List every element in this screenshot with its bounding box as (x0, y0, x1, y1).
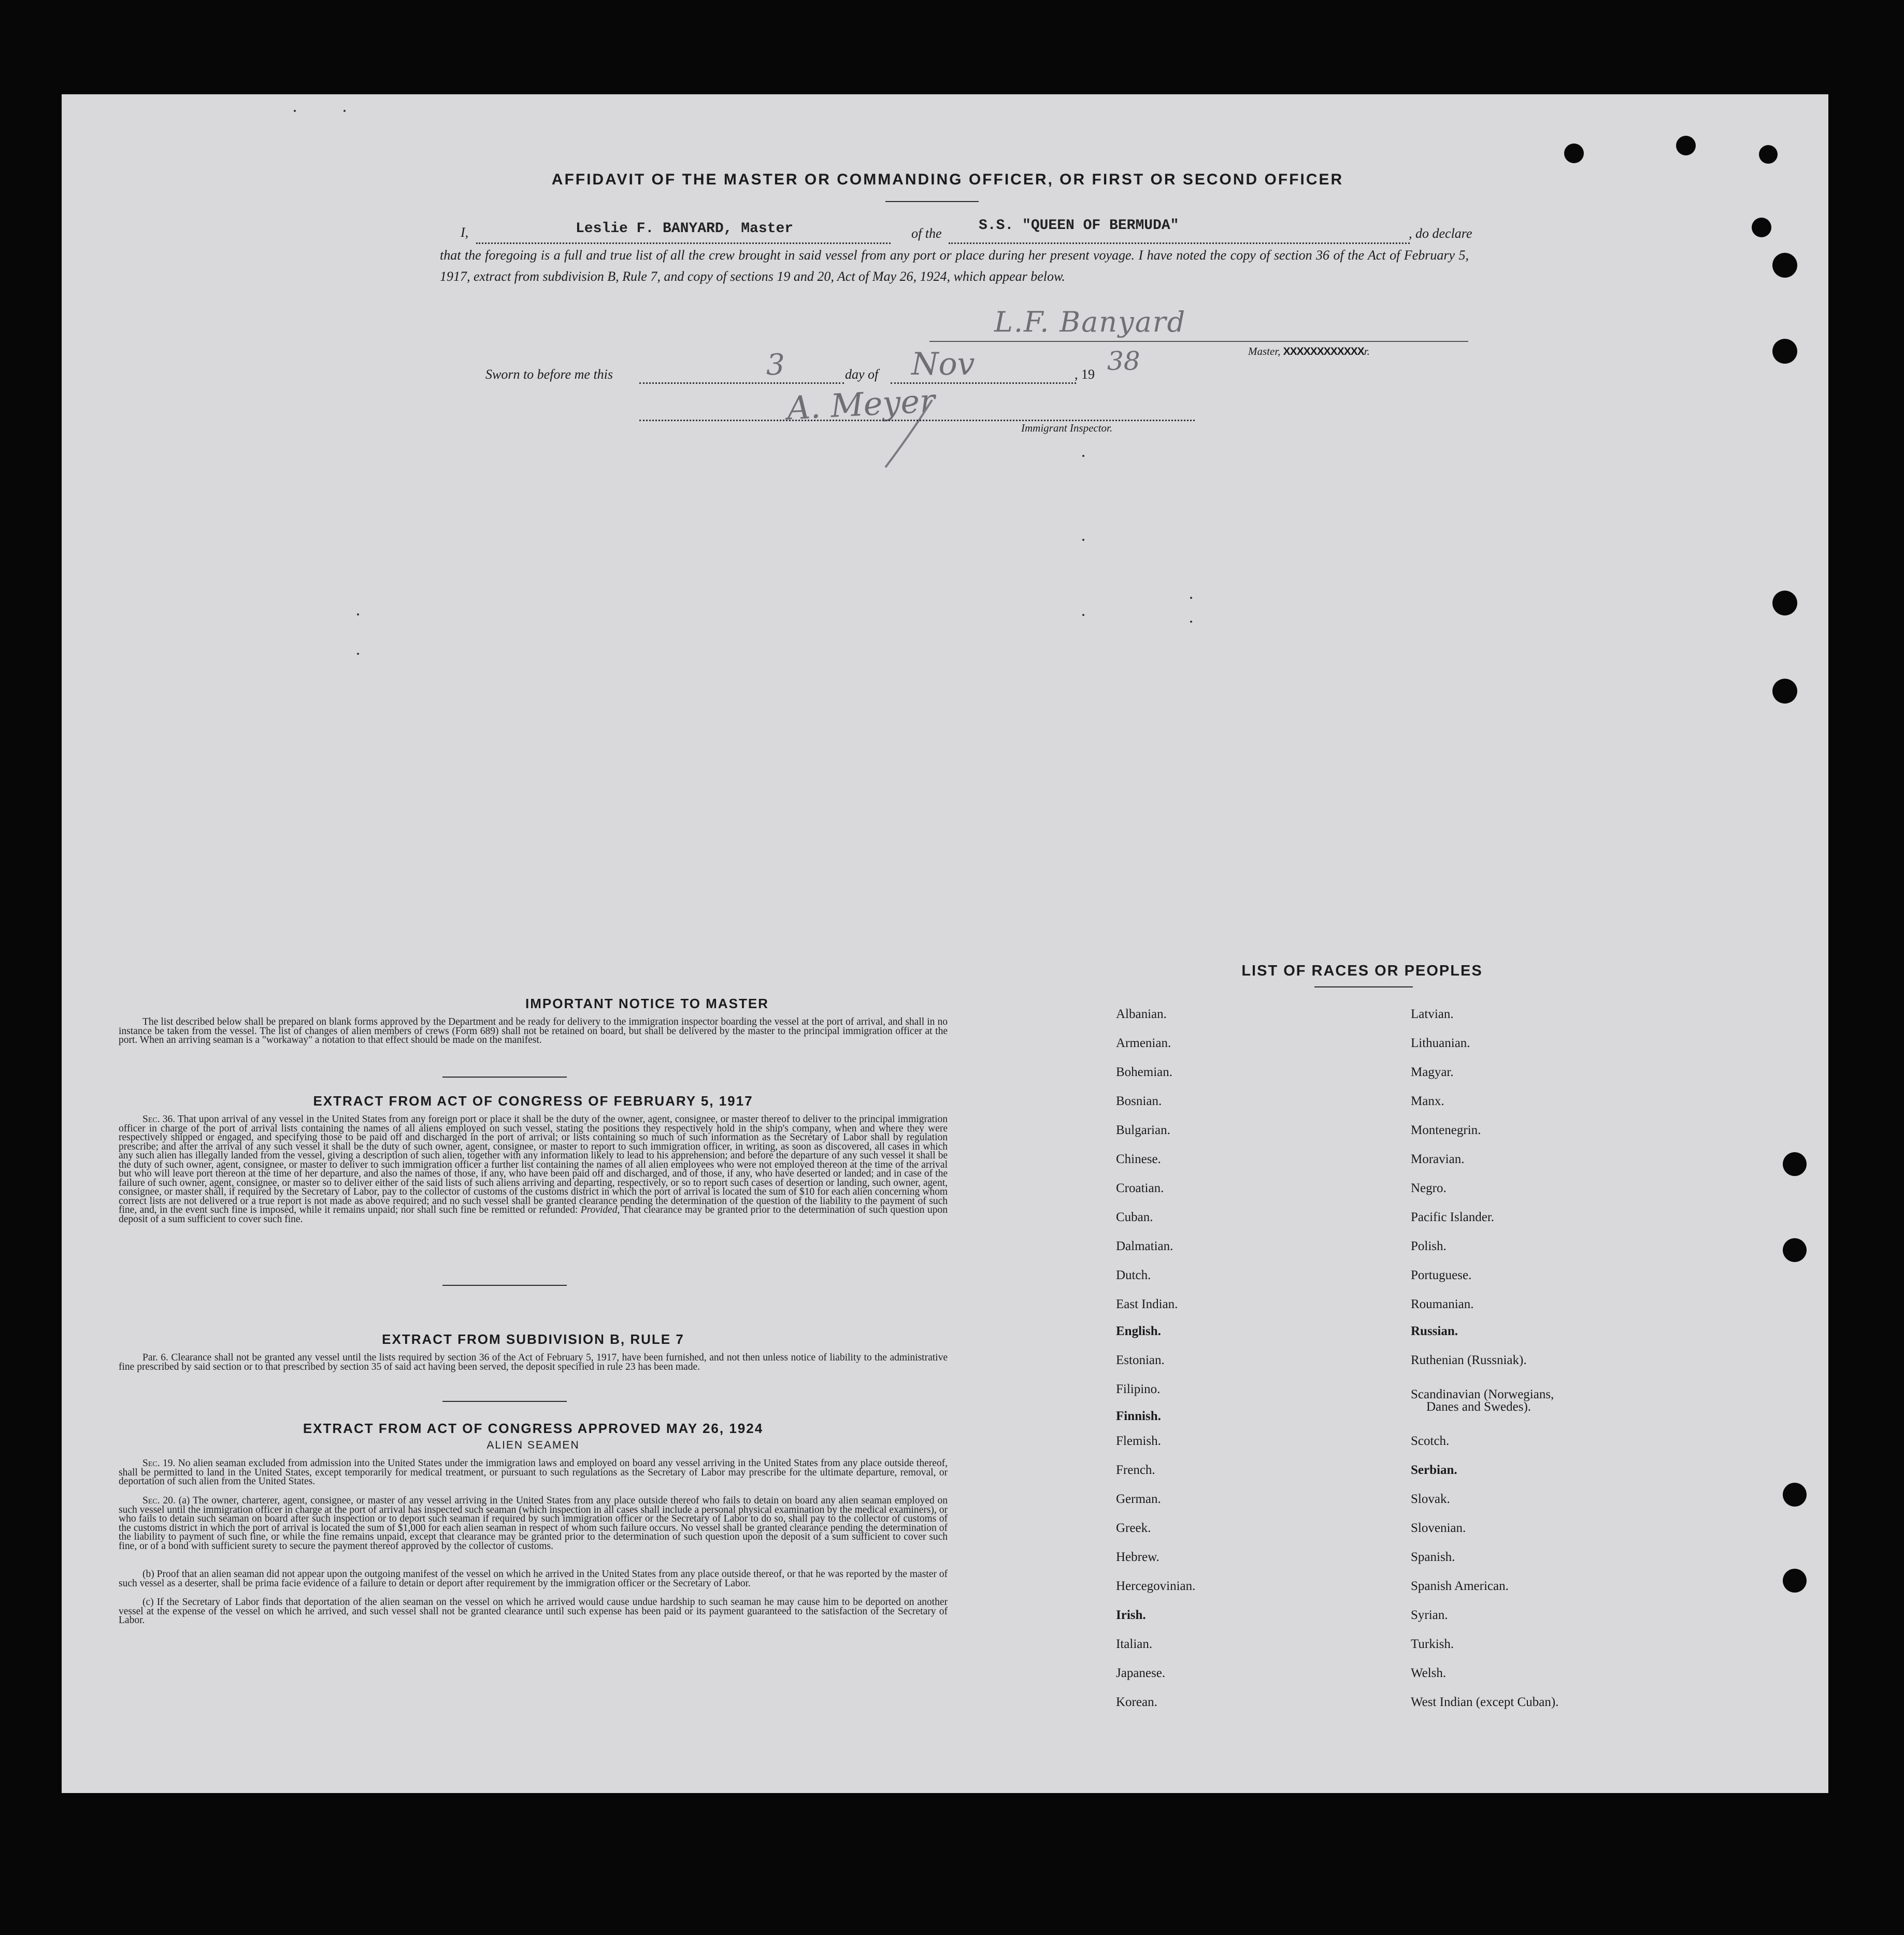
race-item: Polish. (1411, 1239, 1447, 1253)
speck (1082, 455, 1084, 457)
race-item: Spanish American. (1411, 1579, 1509, 1593)
race-item: English. (1116, 1324, 1161, 1338)
speck (294, 110, 296, 112)
race-item: Slovenian. (1411, 1521, 1466, 1535)
speck (343, 110, 346, 112)
race-item: Scandinavian (Norwegians, (1411, 1387, 1554, 1401)
race-item: Bosnian. (1116, 1094, 1162, 1108)
notice-text: The list described below shall be prepared on blank forms approved by the Department and be ready for delivery to the immigration inspector boarding the vessel at the port of arrival, and shall in no instance be taken from the vessel. The list of changes of alien members of crews (Form 689) shall not be retained on board, but shall be delivered by the master to the principal immigration officer at the port. When an arriving seaman is a "workaway" a notation to that effect should be made on the manifest. (119, 1016, 948, 1045)
extract-1917-text (119, 1115, 948, 1224)
signer-role-label: Master, (1248, 345, 1281, 357)
punch-hole (1783, 1152, 1807, 1176)
punch-hole (1772, 591, 1797, 615)
document-page (62, 94, 1828, 1793)
master-name: Leslie F. BANYARD, Master (576, 221, 794, 237)
vessel-name: S.S. "QUEEN OF BERMUDA" (979, 218, 1179, 234)
speck (1190, 621, 1192, 623)
signer-role-struck: XXXXXXXXXXXX (1283, 346, 1364, 357)
race-item: Portuguese. (1411, 1268, 1472, 1282)
race-item: Dalmatian. (1116, 1239, 1173, 1253)
extract-1917-divider (442, 1285, 567, 1286)
punch-hole (1752, 218, 1771, 237)
affidavit-title: AFFIDAVIT OF THE MASTER OR COMMANDING OFFICER, OR FIRST OR SECOND OFFICER (551, 171, 1344, 188)
race-item: Dutch. (1116, 1268, 1151, 1282)
race-item: French. (1116, 1463, 1155, 1477)
sec20-lead: Sec. 20. (142, 1495, 176, 1506)
race-item: Japanese. (1116, 1666, 1166, 1680)
punch-hole (1783, 1483, 1807, 1507)
race-item: Roumanian. (1411, 1297, 1474, 1311)
race-item: Turkish. (1411, 1637, 1454, 1651)
sworn-day: 3 (766, 348, 785, 382)
race-item: Bohemian. (1116, 1065, 1173, 1079)
sec20a-body: (a) The owner, charterer, agent, consignee, or master of any vessel arriving in the United States from any place outside thereof who fails to detain on board any alien seaman employed on such vessel until the immigration officer in charge at the port of arrival has inspected such seaman (which inspection in all cases shall include a personal physical examination by the medical examiners), or who fails to detain such seaman on board after such inspection or to deport such seaman if required by such immigration officer or the Secretary of Labor to do so, shall pay to the collector of customs of the customs district in which the port of arrival is located the sum of $1,000 for each alien seaman in respect of whom such failure occurs. No vessel shall be granted clearance pending the determination of the liability to payment of such fine, or while the fine remains unpaid, except that clearance may be granted prior to the determination of such question upon the deposit of a sum sufficient to cover such fine, or of a bond with sufficient surety to secure the payment thereof approved by the collector of customs. (119, 1495, 948, 1552)
race-item: German. (1116, 1492, 1161, 1506)
race-item: Albanian. (1116, 1007, 1167, 1021)
extract-1917-title: EXTRACT FROM ACT OF CONGRESS OF FEBRUARY 5, 1917 (313, 1093, 753, 1109)
day-of-label: day of (845, 367, 879, 382)
race-item: Ruthenian (Russniak). (1411, 1353, 1527, 1367)
race-item: Korean. (1116, 1695, 1157, 1709)
punch-hole (1772, 339, 1797, 364)
punch-hole (1676, 136, 1696, 155)
affidavit-body: that the foregoing is a full and true list of all the crew brought in said vessel from any port or place during her present voyage. I have noted the copy of section 36 of the Act of February 5, 1917, extract from subdivision B, Rule 7, and copy of sections 19 and 20, Act of May 26, 1924, which appear below. (440, 248, 1469, 284)
sworn-day-line (639, 382, 844, 384)
race-item: Filipino. (1116, 1382, 1161, 1396)
extract-1924-subtitle: ALIEN SEAMEN (486, 1439, 580, 1451)
inspector-signature-stroke (870, 390, 953, 472)
extract-rule7-title: EXTRACT FROM SUBDIVISION B, RULE 7 (382, 1331, 684, 1347)
race-item: Chinese. (1116, 1152, 1161, 1166)
race-item: Magyar. (1411, 1065, 1454, 1079)
race-item: Manx. (1411, 1094, 1444, 1108)
sec19-text (119, 1459, 948, 1486)
race-item: Slovak. (1411, 1492, 1450, 1506)
affidavit-i: I, (461, 225, 469, 240)
sec20b-text: (b) Proof that an alien seaman did not appear upon the outgoing manifest of the vessel on which he arrived in the United States from any place outside thereof, or that he was reported by the master of such vessel as a deserter, shall be prima facie evidence of a failure to detain or deport after requirement by the immigration officer or the Secretary of Labor. (119, 1569, 948, 1589)
race-item-wrap: Danes and Swedes). (1426, 1400, 1531, 1414)
race-item: Armenian. (1116, 1036, 1171, 1050)
sworn-year: 38 (1107, 346, 1140, 376)
speck (357, 613, 359, 615)
race-item: Scotch. (1411, 1434, 1450, 1448)
master-signature-line (929, 341, 1468, 342)
inspector-line (639, 420, 1195, 421)
punch-hole (1564, 144, 1584, 163)
race-item: Serbian. (1411, 1463, 1457, 1477)
punch-hole (1759, 145, 1778, 164)
speck (1082, 539, 1084, 541)
extract-1924-title: EXTRACT FROM ACT OF CONGRESS APPROVED MAY 26, 1924 (303, 1421, 764, 1436)
race-item: Flemish. (1116, 1434, 1161, 1448)
sec19-body: No alien seaman excluded from admission into the United States under the immigration laws and employed on board any vessel arriving in the United States from any place outside thereof, shall be permitted to land in the United States, except temporarily for medical treatment, or pursuant to such regulations as the Secretary of Labor may prescribe for the ultimate departure, removal, or deportation of such alien from the United States. (119, 1458, 948, 1487)
sec36-proviso-word: Provided, (580, 1205, 620, 1215)
sworn-month: Nov (911, 346, 975, 382)
race-item: Cuban. (1116, 1210, 1153, 1224)
race-item: East Indian. (1116, 1297, 1178, 1311)
race-item: Lithuanian. (1411, 1036, 1470, 1050)
race-item: Welsh. (1411, 1666, 1447, 1680)
sworn-label: Sworn to before me this (485, 367, 613, 382)
sec36-body: That upon arrival of any vessel in the United States from any foreign port or place it shall be the duty of the owner, agent, consignee, or master thereof to deliver to the principal immigration officer in charge of the port of arrival lists containing the names of all aliens employed on such vessel, stating the positions they respectively hold in the ship's company, when and where they were respectively shipped or engaged, and specifying those to be paid off and discharged in the port of arrival; or lists containing so much of such information as the Secretary of Labor shall by regulation prescribe; and after the arrival of any such vessel it shall be the duty of such owner, agent, consignee, or master to report to such immigration officer, in writing, as soon as discovered, all cases in which any such alien has illegally landed from the vessel, giving a description of such alien, together with any information likely to lead to his apprehension; and before the departure of any such vessel it shall be the duty of such owner, agent, consignee, or master to deliver to such immigration officer a further list containing the names of all alien employees who were not employed thereon at the time of the arrival but who will leave port thereon at the time of her departure, and also the names of those, if any, who have been paid off and discharged, and of those, if any, who have deserted or landed; and in case of the failure of such owner, agent, consignee, or master so to deliver either of the said lists of such aliens arriving and departing, respectively, or so to report such cases of desertion or landing, such owner, agent, consignee, or master shall, if required by the Secretary of Labor, pay to the collector of customs of the customs district in which the port of arrival is located the sum of $10 for each alien concerning whom correct lists are not delivered or a true report is not made as above required; and no such vessel shall be granted clearance pending the determination of the question of the liability to the payment of such fine, and, in the event such fine is imposed, while it remains unpaid; nor shall such fine be remitted or refunded: (119, 1114, 948, 1215)
extract-rule7-text: Par. 6. Clearance shall not be granted any vessel until the lists required by section 36 of the Act of February 5, 1917, have been furnished, and not then unless notice of liability to the administrative fine prescribed by said section or to that prescribed by section 35 of said act having been served, the deposit specified in rule 23 has been made. (119, 1352, 948, 1372)
sec36-proviso-text: That clearance may be granted prior to the determination of such question upon deposit of a sum sufficient to cover such fine. (119, 1205, 948, 1225)
sec19-lead: Sec. 19. (142, 1458, 176, 1469)
race-item: Estonian. (1116, 1353, 1165, 1367)
inspector-signature: A. Meyer (786, 381, 936, 427)
race-item: West Indian (except Cuban). (1411, 1695, 1559, 1709)
race-item: Moravian. (1411, 1152, 1465, 1166)
speck (1190, 597, 1192, 599)
sec20c-text: (c) If the Secretary of Labor finds that deportation of the alien seaman on the vessel on which he arrived would cause undue hardship to such seaman he may cause him to be deported on another vessel at the expense of the vessel on which he arrived, and such vessel shall not be granted clearance until such expense has been paid or its payment guaranteed to the satisfaction of the Secretary of Labor. (119, 1597, 948, 1626)
of-the-label: of the (911, 226, 942, 241)
races-divider (1314, 986, 1413, 987)
race-item: Pacific Islander. (1411, 1210, 1495, 1224)
signer-role (1248, 345, 1370, 358)
race-item: Negro. (1411, 1181, 1447, 1195)
speck (357, 653, 359, 655)
do-declare-label: , do declare (1409, 226, 1472, 241)
sec20a-text (119, 1496, 948, 1551)
race-item: Montenegrin. (1411, 1123, 1481, 1137)
race-item: Hebrew. (1116, 1550, 1159, 1564)
race-item: Croatian. (1116, 1181, 1164, 1195)
notice-divider (442, 1077, 567, 1078)
race-item: Bulgarian. (1116, 1123, 1170, 1137)
race-item: Syrian. (1411, 1608, 1448, 1622)
inspector-label: Immigrant Inspector. (1021, 422, 1113, 434)
speck (1082, 614, 1084, 616)
race-item: Hercegovinian. (1116, 1579, 1196, 1593)
race-item: Russian. (1411, 1324, 1458, 1338)
race-item: Italian. (1116, 1637, 1153, 1651)
master-signature: L.F. Banyard (994, 306, 1186, 338)
title-divider (885, 201, 979, 202)
races-title: LIST OF RACES OR PEOPLES (1241, 963, 1483, 979)
sec36-lead: Sec. 36. (142, 1114, 176, 1125)
notice-title: IMPORTANT NOTICE TO MASTER (525, 996, 769, 1011)
race-item: Finnish. (1116, 1409, 1161, 1423)
race-item: Spanish. (1411, 1550, 1455, 1564)
punch-hole (1772, 679, 1797, 704)
punch-hole (1772, 253, 1797, 278)
signer-role-suffix: r. (1364, 345, 1370, 357)
punch-hole (1783, 1238, 1807, 1262)
punch-hole (1783, 1569, 1807, 1593)
race-item: Greek. (1116, 1521, 1151, 1535)
sworn-year-prefix: , 19 (1075, 367, 1095, 382)
extract-rule7-divider (442, 1401, 567, 1402)
race-item: Latvian. (1411, 1007, 1454, 1021)
vessel-name-line (949, 242, 1410, 244)
race-item: Irish. (1116, 1608, 1146, 1622)
master-name-line (476, 242, 891, 244)
